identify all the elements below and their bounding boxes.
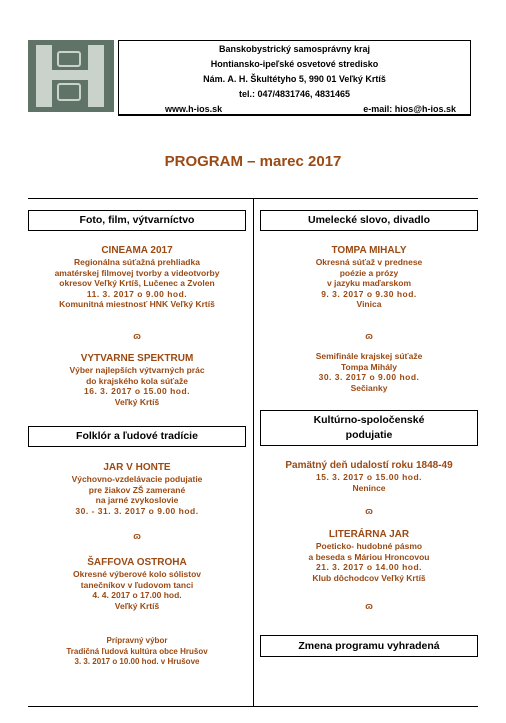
event-line: Výber najlepších výtvarných prác: [69, 365, 205, 375]
event-title: LITERÁRNA JAR: [328, 529, 410, 540]
event-vytvarne-spektrum: [28, 352, 246, 407]
program-change-notice: Zmena programu vyhradená: [260, 635, 478, 657]
event-title: JAR V HONTE: [103, 462, 171, 473]
event-hrusov: [28, 636, 246, 668]
event-place: Komunitná miestnosť HNK Veľký Krtíš: [59, 299, 215, 309]
event-date: 3. 3. 2017 o 10.00 hod. v Hrušove: [74, 657, 200, 666]
event-line: v jazyku maďarskom: [326, 278, 412, 288]
event-date: 4. 4. 2017 o 17.00 hod.: [92, 590, 182, 600]
event-place: Sečianky: [350, 382, 388, 393]
event-date: 15. 3. 2017 o 15.00 hod.: [315, 472, 423, 482]
section-photo-film-art: Foto, film, výtvarníctvo: [28, 210, 246, 231]
section-cultural-social: [260, 410, 478, 446]
event-semifinale: [260, 351, 478, 393]
event-literarna-jar: [260, 528, 478, 583]
event-title: CINEAMA 2017: [101, 245, 173, 256]
event-tompa-mihaly: [260, 244, 478, 310]
event-line: a beseda s Máriou Hroncovou: [308, 551, 430, 562]
ornament-icon: ɷ: [133, 331, 141, 341]
event-line: Regionálna súťažná prehliadka: [74, 257, 200, 267]
event-place: Vinica: [356, 299, 382, 309]
event-line: Tompa Mihály: [340, 361, 398, 372]
event-line: okresov Veľký Krtíš, Lučenec a Zvolen: [59, 278, 215, 288]
ornament-icon: ɷ: [365, 331, 373, 341]
website-link[interactable]: www.h-ios.sk: [165, 104, 223, 114]
section-folklore: Folklór a ľudové tradície: [28, 426, 246, 447]
event-place: Veľký Krtíš: [114, 396, 160, 407]
event-date: 11. 3. 2017 o 9.00 hod.: [86, 288, 188, 299]
ornament-icon: ɷ: [365, 601, 373, 611]
event-title: ŠAFFOVA OSTROHA: [87, 557, 187, 568]
event-line: na jarné zvykoslovie: [95, 495, 179, 505]
ornament-icon: ɷ: [133, 531, 141, 541]
phone: tel.: 047/4831746, 4831465: [238, 89, 351, 99]
event-line: poézie a prózy: [339, 267, 399, 278]
event-line: Výchovno-vzdelávacie podujatie: [71, 474, 203, 484]
event-jar-v-honte: [28, 461, 246, 516]
event-place: Veľký Krtíš: [114, 600, 160, 611]
event-date: 16. 3. 2017 o 15.00 hod.: [83, 386, 191, 396]
address: Nám. A. H. Škultétyho 5, 990 01 Veľký Krtíš: [203, 74, 386, 84]
page-title: PROGRAM – marec 2017: [164, 153, 342, 170]
event-title: Pamätný deň udalostí roku 1848-49: [285, 460, 453, 471]
org-line-2: Hontiansko-ipeľské osvetové stredisko: [210, 59, 379, 69]
logo: [28, 40, 114, 112]
section-title-line: podujatie: [345, 429, 393, 441]
event-line: tanečníkov v ľudovom tanci: [80, 579, 194, 590]
event-title: TOMPA MIHALY: [331, 245, 407, 256]
event-saffova-ostroha: [28, 556, 246, 611]
event-title: Prípravný výbor: [106, 636, 168, 645]
event-date: 21. 3. 2017 o 14.00 hod.: [315, 562, 423, 572]
event-place: Nenince: [352, 482, 386, 493]
email-link[interactable]: e-mail: hios@h-ios.sk: [363, 104, 456, 114]
event-line: Semifinále krajskej súťaže: [315, 351, 423, 361]
org-line-1: Banskobystrický samosprávny kraj: [218, 44, 371, 54]
column-divider: [253, 198, 254, 706]
event-cineama: [28, 244, 246, 310]
event-date: 30. - 31. 3. 2017 o 9.00 hod.: [75, 505, 199, 516]
event-line: pre žiakov ZŠ zamerané: [88, 484, 186, 495]
section-title-line: Kultúrno-spoločenské: [313, 414, 425, 426]
event-line: Okresná súťaž v prednese: [315, 257, 423, 267]
event-title: VYTVARNE SPEKTRUM: [80, 353, 194, 364]
event-line: Poeticko- hudobné pásmo: [315, 541, 423, 551]
event-date: 30. 3. 2017 o 9.00 hod.: [318, 372, 420, 382]
ornament-icon: ɷ: [365, 506, 373, 516]
event-place: Klub dôchodcov Veľký Krtíš: [312, 572, 426, 583]
event-pamatny-den: [260, 459, 478, 493]
event-line: do krajského kola súťaže: [86, 375, 188, 386]
logo-graphic: [28, 40, 114, 112]
event-line: amatérskej filmovej tvorby a videotvorby: [54, 267, 220, 278]
event-date: 9. 3. 2017 o 9.30 hod.: [321, 288, 417, 299]
header-box: [118, 40, 471, 116]
event-line: Tradičná ľudová kultúra obce Hrušov: [66, 646, 208, 656]
section-spoken-word-theatre: Umelecké slovo, divadlo: [260, 210, 478, 231]
event-line: Okresné výberové kolo sólistov: [72, 569, 202, 579]
bottom-rule: [28, 706, 478, 707]
